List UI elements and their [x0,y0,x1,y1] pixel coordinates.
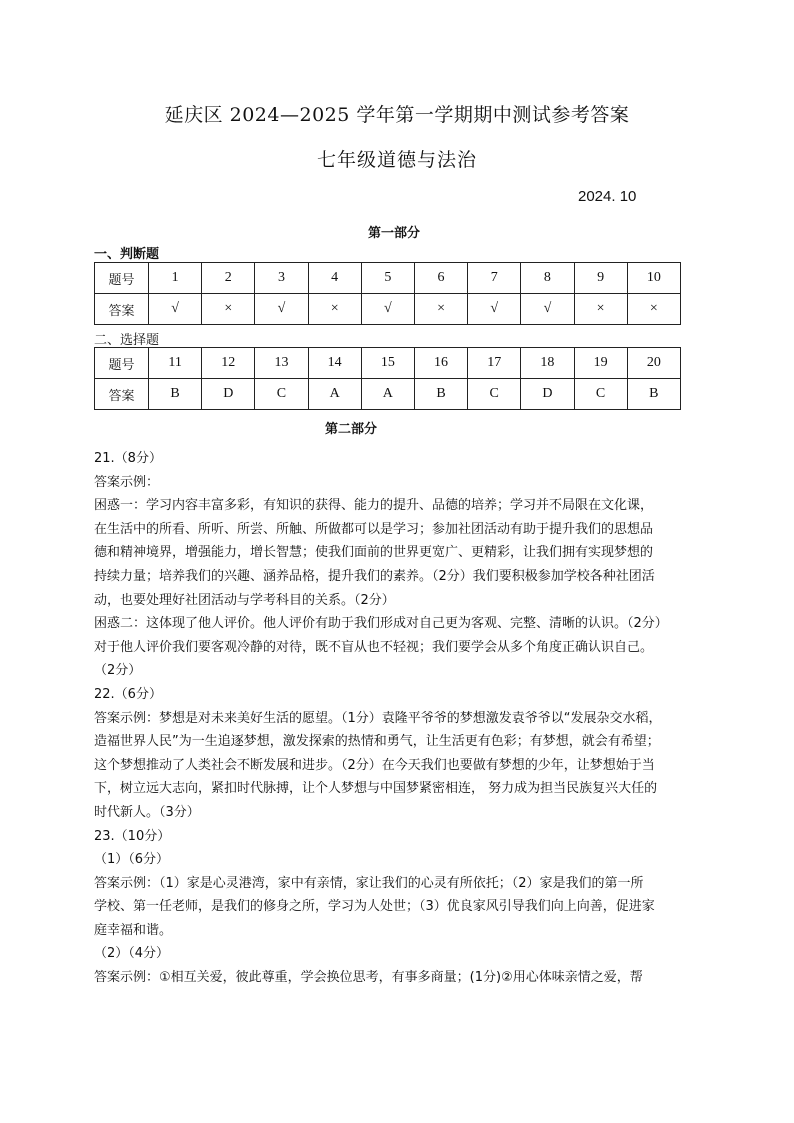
question-number: 13 [255,348,308,379]
row-label-answer: 答案 [95,294,149,325]
text-line: （1）（6分） [94,852,170,868]
part-one-heading: 第一部分 [367,226,420,241]
choice-answer-table [94,347,681,410]
text-line: 下，树立远大志向，紧扣时代脉搏，让个人梦想与中国梦紧密相连， 努力成为担当民族复兴大任的 [94,781,658,797]
text-line: 答案示例： [94,474,160,490]
text-line: 在生活中的所看、所听、所尝、所触、所做都可以是学习；参加社团活动有助于提升我们的思想品 [94,521,654,537]
row-label-number: 题号 [95,348,149,379]
answer-cell: √ [149,294,202,325]
answer-cell: × [574,294,627,325]
answer-cell: A [308,379,361,410]
text-line: 21.（8分） [94,451,162,466]
row-label-number: 题号 [95,263,149,294]
text-line: 这个梦想推动了人类社会不断发展和进步。（2分）在今天我们也要做有梦想的少年，让梦想始于当 [94,757,655,773]
answer-cell: B [414,379,467,410]
question-number: 6 [414,263,467,294]
part-two-heading: 第二部分 [324,422,377,437]
text-line: 时代新人。（3分） [94,804,200,820]
question-number: 2 [202,263,255,294]
question-number: 17 [468,348,521,379]
answer-cell: × [414,294,467,325]
text-line: 持续力量；培养我们的兴趣、涵养品格，提升我们的素养。（2分）我们要积极参加学校各种社团活 [94,568,655,584]
answer-cell: C [468,379,521,410]
answer-cell: C [255,379,308,410]
answer-cell: √ [521,294,574,325]
text-line: 答案示例：梦想是对未来美好生活的愿望。（1分）袁隆平爷爷的梦想激发袁爷爷以“发展杂交水稻， [94,710,662,726]
question-number: 5 [361,263,414,294]
answer-cell: × [202,294,255,325]
question-number: 19 [574,348,627,379]
table-row [95,348,681,379]
text-line: （2）（4分） [94,946,170,962]
question-number: 20 [627,348,680,379]
text-line: 答案示例：（1）家是心灵港湾，家中有亲情，家让我们的心灵有所依托；（2）家是我们的第一所 [94,875,644,891]
row-label-answer: 答案 [95,379,149,410]
question-number: 1 [149,263,202,294]
answer-cell: A [361,379,414,410]
question-number: 15 [361,348,414,379]
text-line: 动，也要处理好社团活动与学考科目的关系。（2分） [94,592,395,608]
text-line: （2分） [94,663,142,679]
text-line: 答案示例：①相互关爱，彼此尊重，学会换位思考，有事多商量；(1分)②用心体味亲情之爱，帮 [94,970,643,986]
table-row [95,294,681,325]
answer-cell: × [308,294,361,325]
text-line: 对于他人评价我们要客观冷静的对待，既不盲从也不轻视；我们要学会从多个角度正确认识自己。 [94,639,654,655]
part-two-answers [94,447,706,990]
text-line: 22.（6分） [94,686,162,702]
text-line: 学校、第一任老师，是我们的修身之所，学习为人处世；（3）优良家风引导我们向上向善，促进家 [94,899,655,915]
text-line: 德和精神境界，增强能力，增长智慧；使我们面前的世界更宽广、更精彩，让我们拥有实现梦想的 [94,545,654,561]
text-line: 困惑一：学习内容丰富多彩，有知识的获得、能力的提升、品德的培养；学习并不局限在文化课， [94,498,654,514]
table-row [95,379,681,410]
text-line: 造福世界人民”为一生追逐梦想，激发探索的热情和勇气，让生活更有色彩；有梦想，就会有希望； [94,734,660,750]
question-number: 10 [627,263,680,294]
question-number: 9 [574,263,627,294]
document-date: 2024. 10 [578,188,637,205]
answer-cell: D [202,379,255,410]
table-row [95,263,681,294]
document-title: 延庆区 2024—2025 学年第一学期期中测试参考答案 [164,104,630,126]
answer-cell: B [149,379,202,410]
section-choice-label: 二、选择题 [94,333,160,348]
text-line: 23.（10分） [94,828,171,844]
section-judgment-label: 一、判断题 [94,247,160,262]
question-number: 14 [308,348,361,379]
text-line: 困惑二：这体现了他人评价。他人评价有助于我们形成对自己更为客观、完整、清晰的认识。（2分） [94,616,668,632]
question-number: 4 [308,263,361,294]
question-number: 11 [149,348,202,379]
question-number: 8 [521,263,574,294]
answer-cell: C [574,379,627,410]
answer-cell: × [627,294,680,325]
question-number: 7 [468,263,521,294]
question-number: 16 [414,348,467,379]
answer-cell: √ [255,294,308,325]
question-number: 12 [202,348,255,379]
answer-cell: B [627,379,680,410]
answer-cell: √ [361,294,414,325]
question-number: 18 [521,348,574,379]
answer-cell: √ [468,294,521,325]
question-number: 3 [255,263,308,294]
judgment-answer-table [94,262,681,325]
text-line: 庭幸福和谐。 [94,922,173,938]
document-subtitle: 七年级道德与法治 [316,149,477,171]
answer-cell: D [521,379,574,410]
